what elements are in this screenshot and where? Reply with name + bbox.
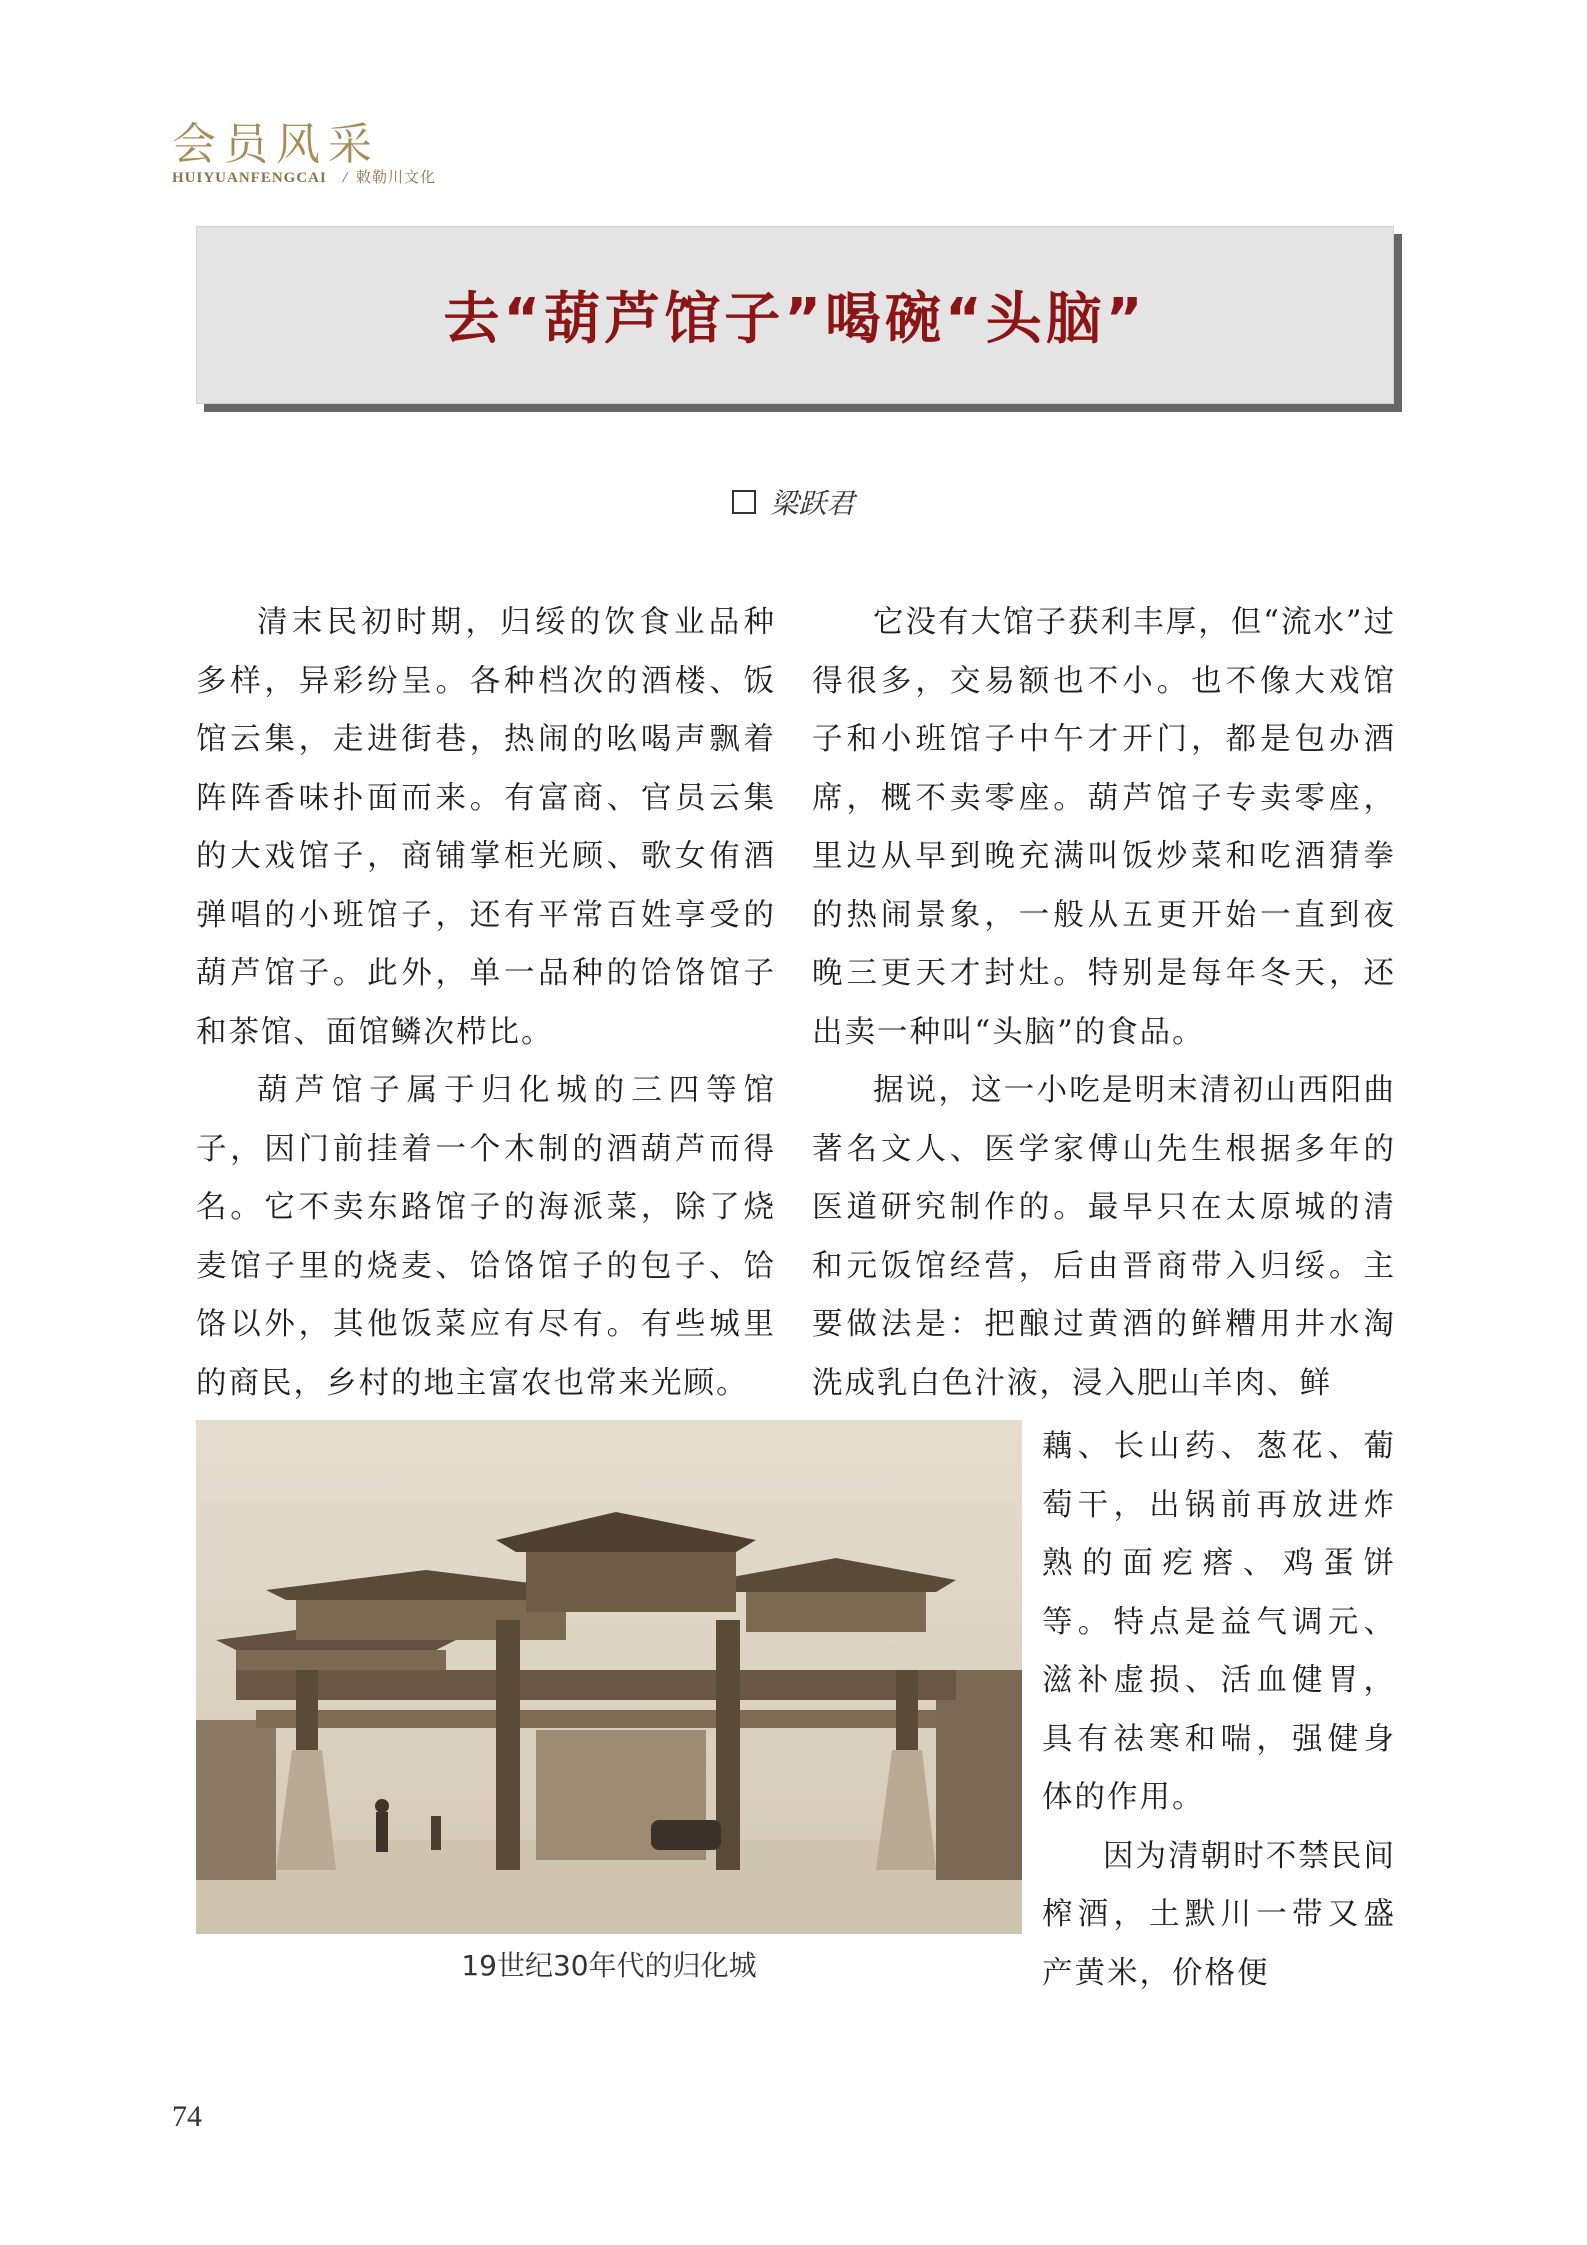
paragraph: 清末民初时期，归绥的饮食业品种多样，异彩纷呈。各种档次的酒楼、饭馆云集，走进街巷，热闹的吆喝声飘着阵阵香味扑面而来。有富商、官员云集的大戏馆子，商铺掌柜光顾、歌女侑酒弹唱的小班馆子，还有平常百姓享受的葫芦馆子。此外，单一品种的饸饹馆子和茶馆、面馆鳞次栉比。 bbox=[196, 605, 776, 1050]
divider-slash: / bbox=[342, 170, 349, 186]
author-square-icon bbox=[732, 490, 756, 514]
page-number: 74 bbox=[172, 2100, 202, 2133]
author-name: 梁跃君 bbox=[770, 487, 855, 520]
paragraph: 葫芦馆子属于归化城的三四等馆子，因门前挂着一个木制的酒葫芦而得名。它不卖东路馆子的海派菜，除了烧麦馆子里的烧麦、饸饹馆子的包子、饸饹以外，其他饭菜应有尽有。有些城里的商民，乡村的地主富农也常来光顾。 bbox=[196, 1073, 776, 1401]
paragraph: 藕、长山药、葱花、葡萄干，出锅前再放进炸熟的面疙瘩、鸡蛋饼等。特点是益气调元、滋补虚损、活血健胃，具有祛寒和喘，强健身体的作用。 bbox=[1042, 1429, 1396, 1815]
photo-caption: 19世纪30年代的归化城 bbox=[461, 1949, 757, 1982]
paragraph: 据说，这一小吃是明末清初山西阳曲著名文人、医学家傅山先生根据多年的医道研究制作的。最早只在太原城的清和元饭馆经营，后由晋商带入归绥。主要做法是：把酿过黄酒的鲜糟用井水淘洗成乳白色汁液，浸入肥山羊肉、鲜 bbox=[812, 1073, 1396, 1401]
paragraph: 它没有大馆子获利丰厚，但“流水”过得很多，交易额也不小。也不像大戏馆子和小班馆子中午才开门，都是包办酒席，概不卖零座。葫芦馆子专卖零座，里边从早到晚充满叫饭炒菜和吃酒猜拳的热闹景象，一般从五更开始一直到夜晚三更天才封灶。特别是每年冬天，还出卖一种叫“头脑”的食品。 bbox=[812, 605, 1396, 1050]
section-pinyin: HUIYUANFENGCAI bbox=[172, 170, 327, 186]
column-left bbox=[196, 594, 776, 1413]
article-title: 去“葫芦馆子”喝碗“头脑” bbox=[443, 287, 1147, 352]
historic-gate-photo bbox=[196, 1420, 1022, 1934]
section-category: 敕勒川文化 bbox=[356, 170, 437, 186]
paragraph: 因为清朝时不禁民间榨酒，土默川一带又盛产黄米，价格便 bbox=[1042, 1838, 1396, 1991]
column-right-lower bbox=[1042, 1418, 1396, 2003]
section-subtitle bbox=[172, 166, 436, 187]
section-title: 会员风采 bbox=[172, 119, 380, 170]
byline bbox=[0, 482, 1587, 522]
archway-illustration bbox=[196, 1420, 1022, 1934]
article-title-box bbox=[196, 226, 1394, 404]
column-right bbox=[812, 594, 1396, 1413]
